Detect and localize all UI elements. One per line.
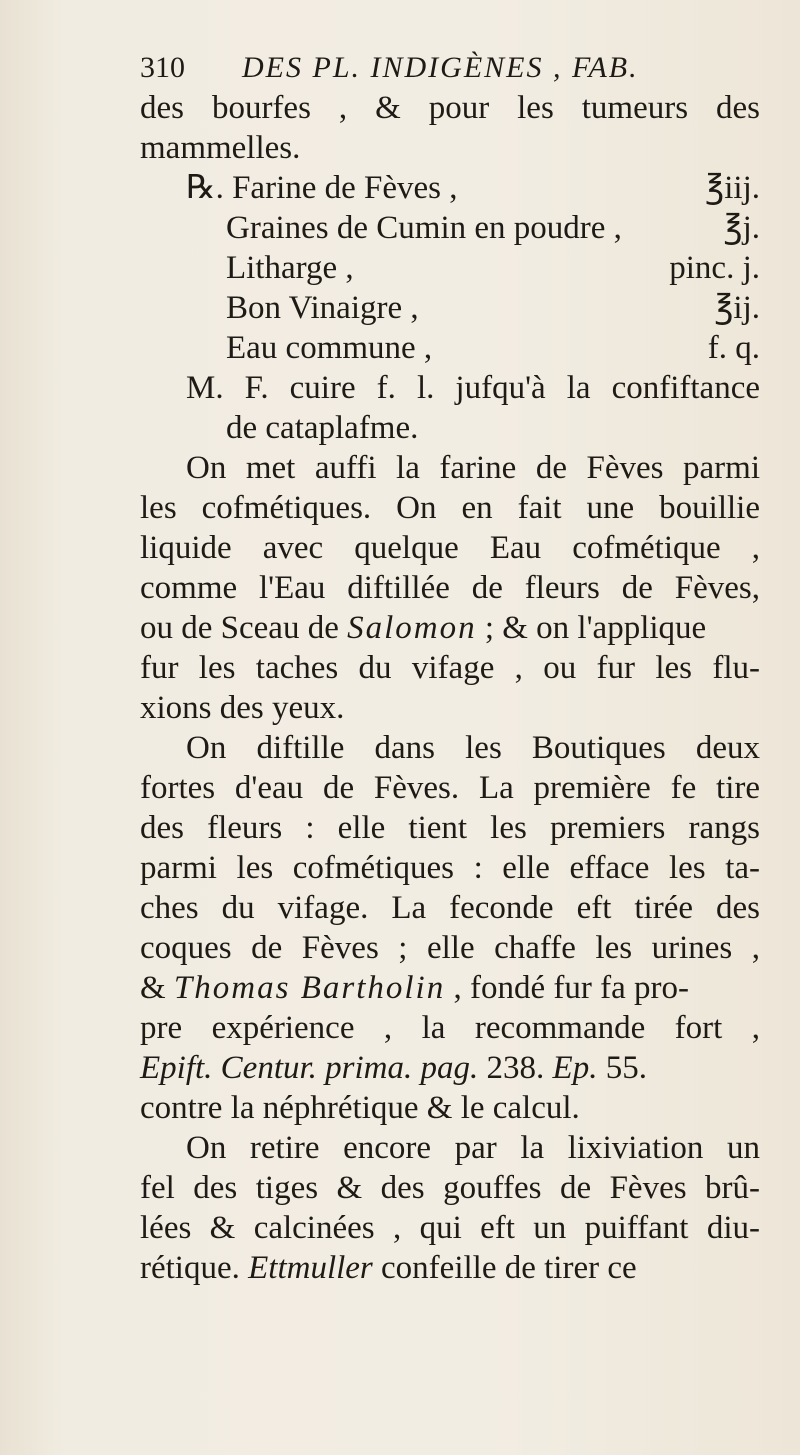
recipe-row <box>226 248 760 288</box>
text-line: comme l'Eau diftillée de fleurs de Fèves, <box>140 570 760 606</box>
recipe-dose: ℥j. <box>723 210 760 246</box>
recipe-ingredient: Litharge , <box>226 250 354 286</box>
page-number: 310 <box>140 51 185 84</box>
recipe-ingredient: ℞. Farine de Fèves , <box>186 170 458 206</box>
text-line: On met auffi la farine de Fèves parmi <box>186 450 760 486</box>
text-line: On diftille dans les Boutiques deux <box>186 730 760 766</box>
text-line: xions des yeux. <box>140 690 345 726</box>
citation: Epift. Centur. prima. pag. <box>140 1050 479 1086</box>
text-line: On retire encore par la lixiviation un <box>186 1130 760 1166</box>
text-line: des fleurs : elle tient les premiers rangs <box>140 810 760 846</box>
recipe-row <box>226 288 760 328</box>
text-line: ches du vifage. La feconde eft tirée des <box>140 890 760 926</box>
text-line: parmi les cofmétiques : elle efface les ta- <box>140 850 760 886</box>
text-line: pre expérience , la recommande fort , <box>140 1010 760 1046</box>
text-line: fortes d'eau de Fèves. La première fe tire <box>140 770 760 806</box>
text-line: mammelles. <box>140 130 301 166</box>
text-line: coques de Fèves ; elle chaffe les urines , <box>140 930 760 966</box>
text-line: M. F. cuire f. l. jufqu'à la confiftance <box>186 370 760 406</box>
recipe-ingredient: Bon Vinaigre , <box>226 290 419 326</box>
recipe-row <box>186 168 760 208</box>
recipe-dose: ℥iij. <box>705 170 760 206</box>
text-line: fel des tiges & des gouffes de Fèves brû- <box>140 1170 760 1206</box>
recipe-dose: pinc. j. <box>669 250 760 286</box>
running-title: DES PL. INDIGÈNES , FAB. <box>242 51 639 84</box>
recipe-ingredient: Graines de Cumin en poudre , <box>226 210 622 246</box>
recipe-ingredient: Eau commune , <box>226 330 433 366</box>
text-line: les cofmétiques. On en fait une bouillie <box>140 490 760 526</box>
text-line: des bourfes , & pour les tumeurs des <box>140 90 760 126</box>
recipe-dose: ℥ij. <box>714 290 760 326</box>
text-line: contre la néphrétique & le calcul. <box>140 1090 580 1126</box>
italic-name: Ettmuller <box>248 1250 373 1286</box>
text-line: ou de Sceau de Salomon ; & on l'applique <box>140 610 707 646</box>
text-line: lées & calcinées , qui eft un puiffant diu- <box>140 1210 760 1246</box>
italic-name: Thomas Bartholin <box>173 970 446 1006</box>
italic-name: Salomon <box>347 610 477 646</box>
recipe-row <box>226 208 760 248</box>
text-line: Epift. Centur. prima. pag. 238. Ep. 55. <box>140 1050 647 1086</box>
text-line: fur les taches du vifage , ou fur les flu- <box>140 650 760 686</box>
recipe-row <box>226 328 760 368</box>
text-line: de cataplafme. <box>226 410 419 446</box>
text-line: rétique. Ettmuller confeille de tirer ce <box>140 1250 637 1286</box>
text-line: & Thomas Bartholin , fondé fur fa pro- <box>140 970 689 1006</box>
recipe-dose: f. q. <box>707 330 760 366</box>
text-line: liquide avec quelque Eau cofmétique , <box>140 530 760 566</box>
